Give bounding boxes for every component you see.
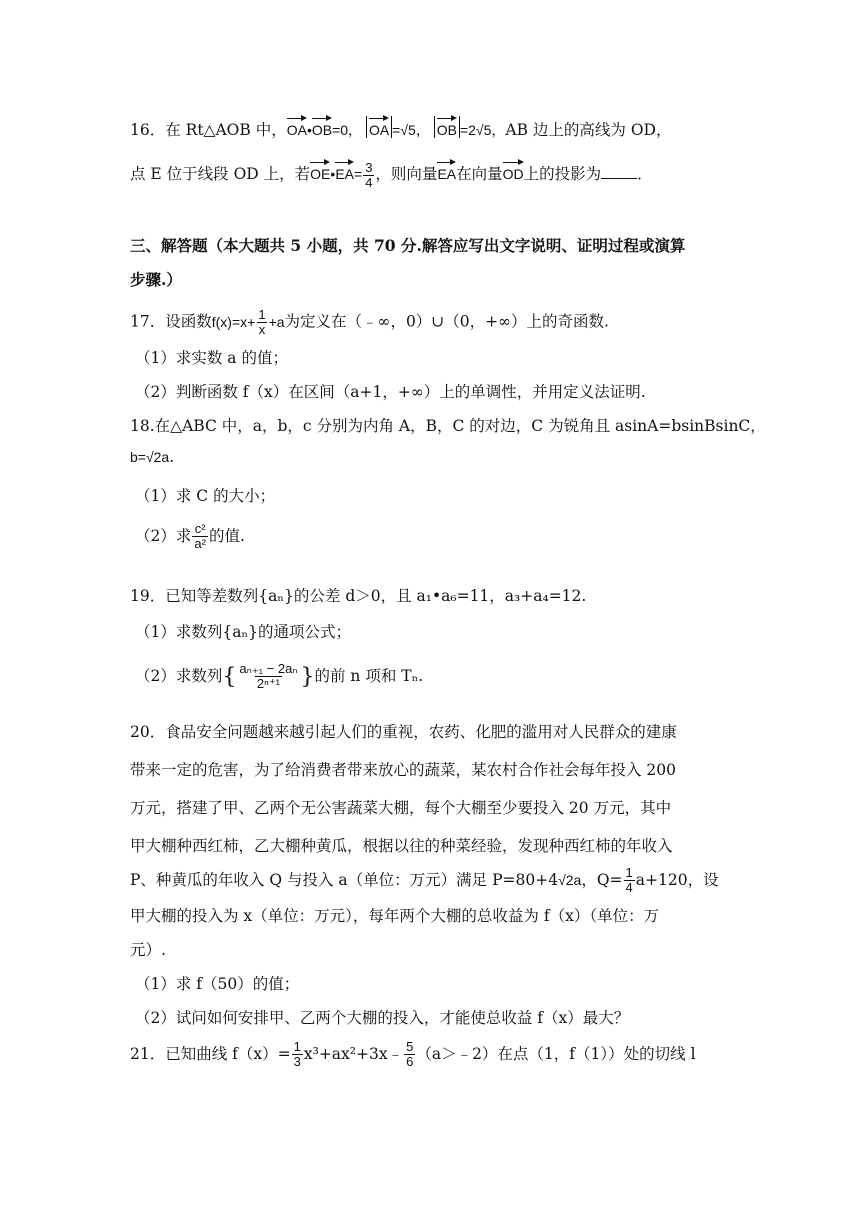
- q17-text-a: 设函数: [165, 312, 212, 331]
- dot-operator-2: •: [330, 166, 336, 182]
- fraction-numerator: 1: [293, 1039, 301, 1054]
- q16-text-c: 点 E 位于线段 OD 上，若: [130, 165, 311, 183]
- fraction-denominator: 6: [406, 1054, 414, 1070]
- answer-blank: [601, 164, 637, 179]
- q20-line-6: 甲大棚的投入为 x（单位：万元），每年两个大棚的总收益为 f（x）（单位：万: [130, 907, 660, 925]
- q21-line-1: [130, 1040, 696, 1070]
- fraction-numerator: 1: [625, 865, 633, 880]
- left-brace: {: [222, 664, 237, 690]
- vector-ob-abs: OB: [437, 116, 457, 138]
- vector-ob: OB: [312, 116, 332, 138]
- q21-text-b: x³+ax²+3x﹣: [303, 1044, 404, 1063]
- q20-line-5-b: ，Q=: [581, 870, 623, 889]
- q20-line-2: 带来一定的危害，为了给消费者带来放心的蔬菜，某农村合作社会每年投入 200: [130, 761, 677, 779]
- q18-part-1: （1）求 C 的大小；: [135, 487, 276, 505]
- fraction-denominator: 4: [625, 880, 633, 896]
- fraction-1-3: [292, 1040, 303, 1070]
- q17-fx: f(x)=x+: [211, 313, 256, 330]
- q18-line-2: [130, 448, 174, 466]
- q16-eq0: =0，: [332, 122, 363, 138]
- q19-part-2: [135, 662, 423, 692]
- q16-eq-sqrt5: =√5，: [392, 122, 430, 138]
- section-header-line-2: 步骤.）: [130, 270, 182, 289]
- q16-text-b: AB 边上的高线为 OD，: [505, 121, 672, 139]
- q20-line-5-a: P、种黄瓜的年收入 Q 与投入 a（单位：万元）满足 P=80+4: [130, 870, 559, 889]
- q16-number: 16．: [130, 121, 166, 139]
- vector-oe: OE: [310, 160, 330, 182]
- vector-oa: OA: [287, 116, 307, 138]
- q18-condition-expr: b=√2a: [130, 449, 170, 465]
- q20-part-2: （2）试问如何安排甲、乙两个大棚的投入，才能使总收益 f（x）最大？: [135, 1009, 630, 1027]
- q16-text-d: ，则向量: [375, 165, 438, 183]
- q20-line-4: 甲大棚种西红柿，乙大棚种黄瓜，根据以往的种菜经验，发现种西红柿的年收入: [130, 837, 673, 855]
- q18-part-2-a: （2）求: [135, 526, 192, 545]
- fraction-denominator: 3: [293, 1054, 301, 1070]
- q17-part-1: （1）求实数 a 的值；: [135, 349, 288, 367]
- q20-part-1: （1）求 f（50）的值；: [135, 975, 300, 993]
- q18-part-2: [135, 522, 245, 552]
- equals-sign: =: [354, 166, 363, 182]
- q20-line-7: 元）.: [130, 941, 166, 959]
- fraction-numerator: 5: [406, 1039, 414, 1054]
- fraction-3-4: [363, 161, 374, 191]
- q20-line-3: 万元，搭建了甲、乙两个无公害蔬菜大棚，每个大棚至少要投入 20 万元，其中: [130, 799, 672, 817]
- q16-text-e: 在向量: [456, 165, 503, 183]
- q17-text-b: 为定义在（﹣∞，0）∪（0，+∞）上的奇函数.: [284, 312, 609, 331]
- fraction-denominator: a²: [194, 536, 206, 552]
- q17-part-2: （2）判断函数 f（x）在区间（a+1，+∞）上的单调性，并用定义法证明.: [135, 383, 646, 401]
- q17-function-expr: [211, 307, 285, 338]
- q19-part-2-a: （2）求数列: [135, 666, 223, 685]
- q16-eq-2sqrt5: =2√5，: [459, 122, 506, 138]
- q16-line-2: [130, 160, 653, 190]
- q16-vector-expr: [287, 122, 506, 138]
- q17-plus-a: +a: [268, 313, 285, 330]
- q16-text-a: 在 Rt△AOB 中，: [165, 121, 287, 139]
- q16-line-1: [130, 116, 671, 140]
- q19-part-2-b: 的前 n 项和 Tₙ.: [314, 666, 424, 685]
- vector-oa-abs: OA: [369, 116, 389, 138]
- fraction-numerator: 1: [258, 307, 266, 322]
- q20-line-5: [130, 866, 719, 896]
- sqrt-2a: √2a: [558, 871, 582, 888]
- fraction-denominator: 2ⁿ⁺¹: [256, 676, 281, 692]
- q21-text-a: 21．已知曲线 f（x）=: [130, 1044, 291, 1063]
- vector-ea-2: EA: [437, 160, 456, 182]
- fraction-sequence-term: [237, 662, 299, 692]
- q16-text-g: ．: [637, 165, 653, 183]
- section-header-line-1: 三、解答题（本大题共 5 小题，共 70 分.解答应写出文字说明、证明过程或演算: [130, 236, 686, 255]
- fraction-denominator: 4: [365, 174, 373, 190]
- fraction-numerator: 3: [365, 159, 373, 175]
- q21-text-c: （a＞﹣2）在点（1，f（1））处的切线 l: [416, 1044, 696, 1063]
- fraction-5-6: [404, 1040, 415, 1070]
- q16-dot-expr: [310, 159, 375, 190]
- q18-part-2-b: 的值.: [208, 526, 245, 545]
- fraction-numerator: c²: [194, 521, 206, 536]
- dot-operator: •: [306, 122, 312, 138]
- q19-part-1: （1）求数列{aₙ}的通项公式；: [135, 623, 352, 641]
- fraction-denominator: x: [258, 322, 266, 338]
- vector-ea: EA: [335, 160, 354, 182]
- q19-line-1: 19．已知等差数列{aₙ}的公差 d＞0，且 a₁•a₆=11，a₃+a₄=12.: [130, 587, 587, 605]
- q20-line-1: 20．食品安全问题越来越引起人们的重视，农药、化肥的滥用对人民群众的建康: [130, 723, 677, 741]
- fraction-1-x: [256, 308, 267, 338]
- vector-od: OD: [503, 160, 524, 182]
- q18-line-2-end: .: [169, 448, 175, 466]
- q17-number: 17．: [130, 312, 166, 331]
- q16-text-f: 上的投影为: [523, 165, 602, 183]
- q17-line-1: [130, 308, 609, 338]
- fraction-numerator: aₙ₊₁ − 2aₙ: [239, 661, 298, 676]
- q20-line-5-c: a+120，设: [635, 870, 719, 889]
- q18-line-1: 18.在△ABC 中，a，b，c 分别为内角 A，B，C 的对边，C 为锐角且 asinA=bsinBsinC，: [130, 417, 766, 435]
- fraction-1-4: [624, 866, 635, 896]
- right-brace: }: [300, 664, 315, 690]
- fraction-c2-a2: [192, 522, 208, 552]
